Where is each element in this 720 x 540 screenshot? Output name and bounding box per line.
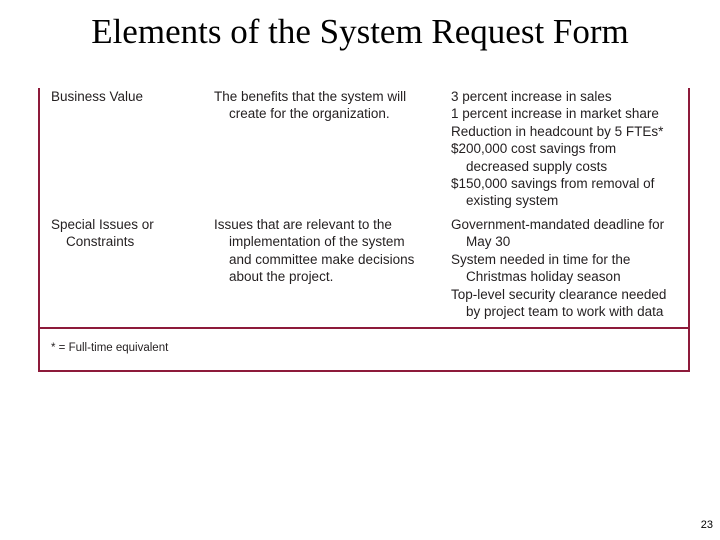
- description-line: about the project.: [229, 269, 334, 285]
- description-line: Issues that are relevant to the: [214, 217, 392, 232]
- element-name-line: Business Value: [51, 89, 144, 104]
- examples-cell: [451, 88, 691, 210]
- example-line: decreased supply costs: [466, 158, 608, 174]
- table-footnote: * = Full-time equivalent: [51, 342, 169, 354]
- footnote-divider: [40, 327, 688, 329]
- example-line: 3 percent increase in sales: [451, 89, 612, 104]
- element-name-line: Special Issues or: [51, 217, 154, 232]
- example-line: 1 percent increase in market share: [451, 106, 659, 122]
- example-line: Top-level security clearance needed: [451, 286, 667, 302]
- example-line: existing system: [466, 193, 559, 209]
- description-line: The benefits that the system will: [214, 89, 407, 104]
- slide-title: Elements of the System Request Form: [91, 12, 629, 51]
- slide-number: 23: [700, 519, 713, 531]
- description-cell: [214, 88, 444, 123]
- element-name-line: Constraints: [66, 234, 135, 250]
- description-line: and committee make decisions: [229, 251, 415, 267]
- example-line: May 30: [466, 234, 511, 250]
- example-line: System needed in time for the: [451, 251, 631, 267]
- example-line: Christmas holiday season: [466, 269, 621, 285]
- example-line: $200,000 cost savings from: [451, 141, 617, 157]
- example-line: Reduction in headcount by 5 FTEs*: [451, 123, 664, 139]
- element-name-cell: [51, 88, 206, 105]
- element-name-cell: [51, 216, 206, 251]
- system-request-table: [38, 88, 690, 372]
- description-line: create for the organization.: [229, 106, 390, 122]
- example-line: by project team to work with data: [466, 304, 664, 320]
- example-line: $150,000 savings from removal of: [451, 176, 655, 192]
- example-line: Government-mandated deadline for: [451, 217, 665, 232]
- description-cell: [214, 216, 444, 286]
- description-line: implementation of the system: [229, 234, 405, 250]
- examples-cell: [451, 216, 691, 320]
